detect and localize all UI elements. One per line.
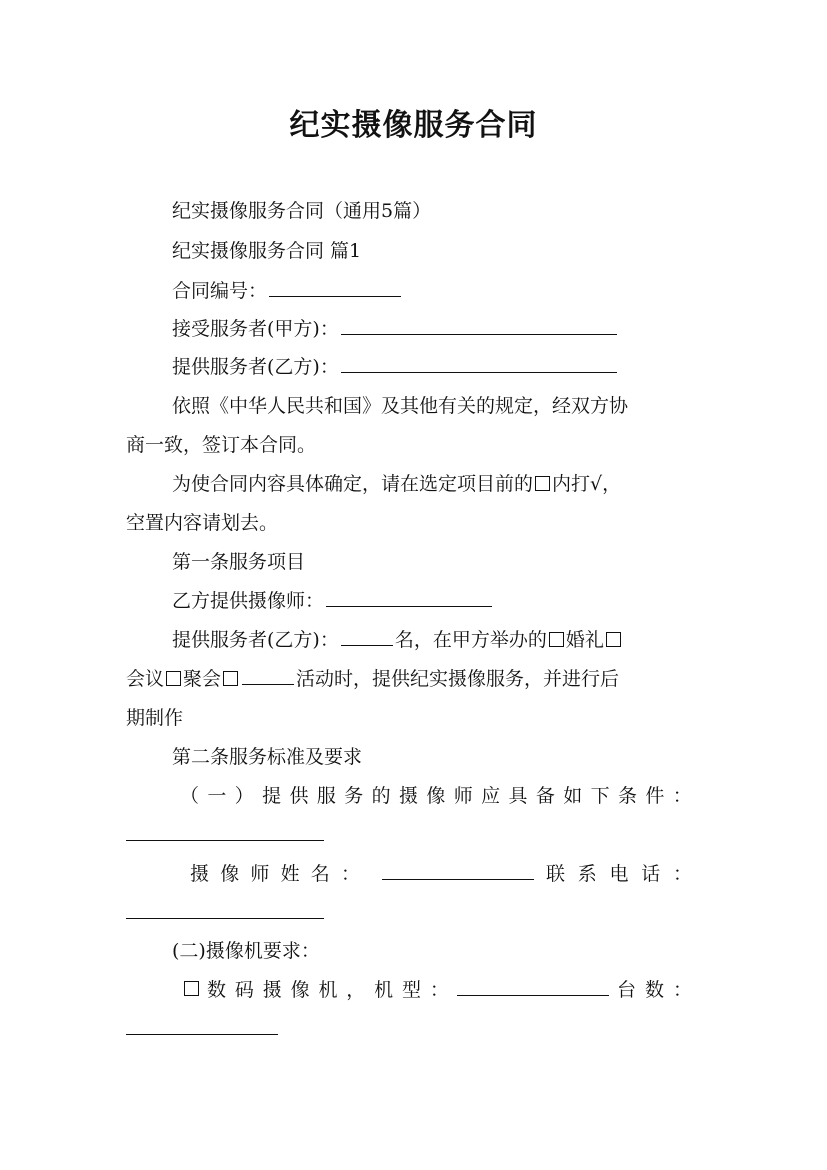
checkbox-icon — [166, 671, 181, 686]
requirement-item-2: (二)摄像机要求： — [172, 940, 320, 962]
spaced-char: 服 — [316, 785, 336, 807]
spaced-char: 数 — [644, 979, 664, 1001]
service-provider-label: 提供服务者(乙方)： — [172, 629, 339, 651]
spaced-char: ） — [234, 785, 254, 807]
paragraph-2-line-2: 空置内容请划去。 — [126, 512, 279, 534]
article-2-title: 第二条服务标准及要求 — [172, 746, 363, 768]
party-b-label: 提供服务者(乙方)： — [172, 356, 339, 378]
spaced-char: ： — [429, 979, 449, 1001]
activity-text: 活动时，提供纪实摄像服务，并进行后 — [296, 668, 620, 690]
paragraph-1-line-2: 商一致，签订本合同。 — [126, 434, 317, 456]
camera-model-label — [207, 977, 449, 1003]
photographer-name-label — [190, 861, 360, 887]
camera-model-blank — [457, 977, 609, 996]
requirement-item-1 — [180, 783, 692, 809]
spaced-char: 提 — [262, 785, 282, 807]
checkbox-icon — [549, 632, 564, 647]
spaced-char: （ — [180, 785, 200, 807]
photographer-label: 乙方提供摄像师： — [172, 590, 325, 612]
spaced-char: 件 — [645, 785, 665, 807]
contract-number-blank — [269, 278, 401, 297]
paragraph-2-text: 为使合同内容具体确定，请在选定项目前的 — [172, 473, 534, 495]
spaced-char: ， — [346, 979, 366, 1001]
spaced-char: 条 — [618, 785, 638, 807]
paragraph-2-text-end: 内打√， — [552, 473, 622, 495]
article-1-para-line-2 — [126, 666, 706, 692]
camera-count-label — [617, 977, 692, 1003]
photographer-line — [126, 588, 752, 614]
spaced-char: 如 — [563, 785, 583, 807]
spaced-char: ： — [672, 863, 692, 885]
photographer-name-blank — [382, 861, 534, 880]
camera-count-blank — [126, 1034, 278, 1035]
checkbox-icon — [184, 981, 199, 996]
spaced-char: 应 — [481, 785, 501, 807]
requirement-blank — [126, 840, 324, 841]
spaced-char: 话 — [641, 863, 661, 885]
count-blank — [341, 627, 393, 646]
party-b-line — [126, 354, 752, 380]
spaced-char: 摄 — [190, 863, 210, 885]
spaced-char: 机 — [374, 979, 394, 1001]
camera-line — [184, 977, 692, 1003]
phone-blank — [126, 918, 324, 919]
event-text: 名，在甲方举办的 — [394, 629, 547, 651]
spaced-char: 摄 — [262, 979, 282, 1001]
article-1-title: 第一条服务项目 — [172, 551, 306, 573]
spaced-char: 姓 — [280, 863, 300, 885]
spaced-char: 师 — [453, 785, 473, 807]
party-a-label: 接受服务者(甲方)： — [172, 318, 339, 340]
party-option: 聚会 — [183, 668, 222, 690]
section-heading: 纪实摄像服务合同 篇1 — [172, 240, 362, 262]
spaced-char: 名 — [310, 863, 330, 885]
checkbox-icon — [606, 632, 621, 647]
paragraph-1-line-1: 依照《中华人民共和国》及其他有关的规定，经双方协 — [172, 395, 629, 417]
spaced-char: ： — [340, 863, 360, 885]
spaced-char: 码 — [234, 979, 254, 1001]
spaced-char: 系 — [577, 863, 597, 885]
spaced-char: 电 — [609, 863, 629, 885]
party-a-blank — [341, 316, 617, 335]
spaced-char: 像 — [290, 979, 310, 1001]
wedding-option: 婚礼 — [565, 629, 604, 651]
paragraph-2-line-1 — [126, 471, 752, 497]
spaced-char: 具 — [508, 785, 528, 807]
spaced-char: 型 — [402, 979, 422, 1001]
spaced-char: 联 — [546, 863, 566, 885]
checkbox-icon — [223, 671, 238, 686]
checkbox-icon — [535, 476, 550, 491]
phone-label — [546, 861, 692, 887]
document-subtitle: 纪实摄像服务合同（通用5篇） — [172, 200, 432, 222]
article-1-para-line-3: 期制作 — [126, 707, 184, 729]
spaced-char: 摄 — [399, 785, 419, 807]
activity-blank — [242, 666, 294, 685]
spaced-char: 备 — [535, 785, 555, 807]
party-b-blank — [341, 354, 617, 373]
spaced-char: 台 — [617, 979, 637, 1001]
spaced-char: 下 — [590, 785, 610, 807]
spaced-char: ： — [672, 979, 692, 1001]
spaced-char: 像 — [426, 785, 446, 807]
spaced-char: 师 — [250, 863, 270, 885]
contract-number-line — [126, 278, 752, 304]
spaced-char: 数 — [207, 979, 227, 1001]
document-title: 纪实摄像服务合同 — [289, 108, 538, 143]
party-a-line — [126, 316, 752, 342]
spaced-char: ： — [672, 785, 692, 807]
meeting-option: 会议 — [126, 668, 165, 690]
contract-number-label: 合同编号： — [172, 280, 268, 302]
spaced-char: 像 — [220, 863, 240, 885]
spaced-char: 供 — [289, 785, 309, 807]
spaced-char: 的 — [371, 785, 391, 807]
photographer-contact-line — [190, 861, 692, 887]
photographer-blank — [326, 588, 492, 607]
spaced-char: 一 — [207, 785, 227, 807]
spaced-char: 机 — [318, 979, 338, 1001]
spaced-char: 务 — [344, 785, 364, 807]
article-1-para-line-1 — [126, 627, 752, 653]
